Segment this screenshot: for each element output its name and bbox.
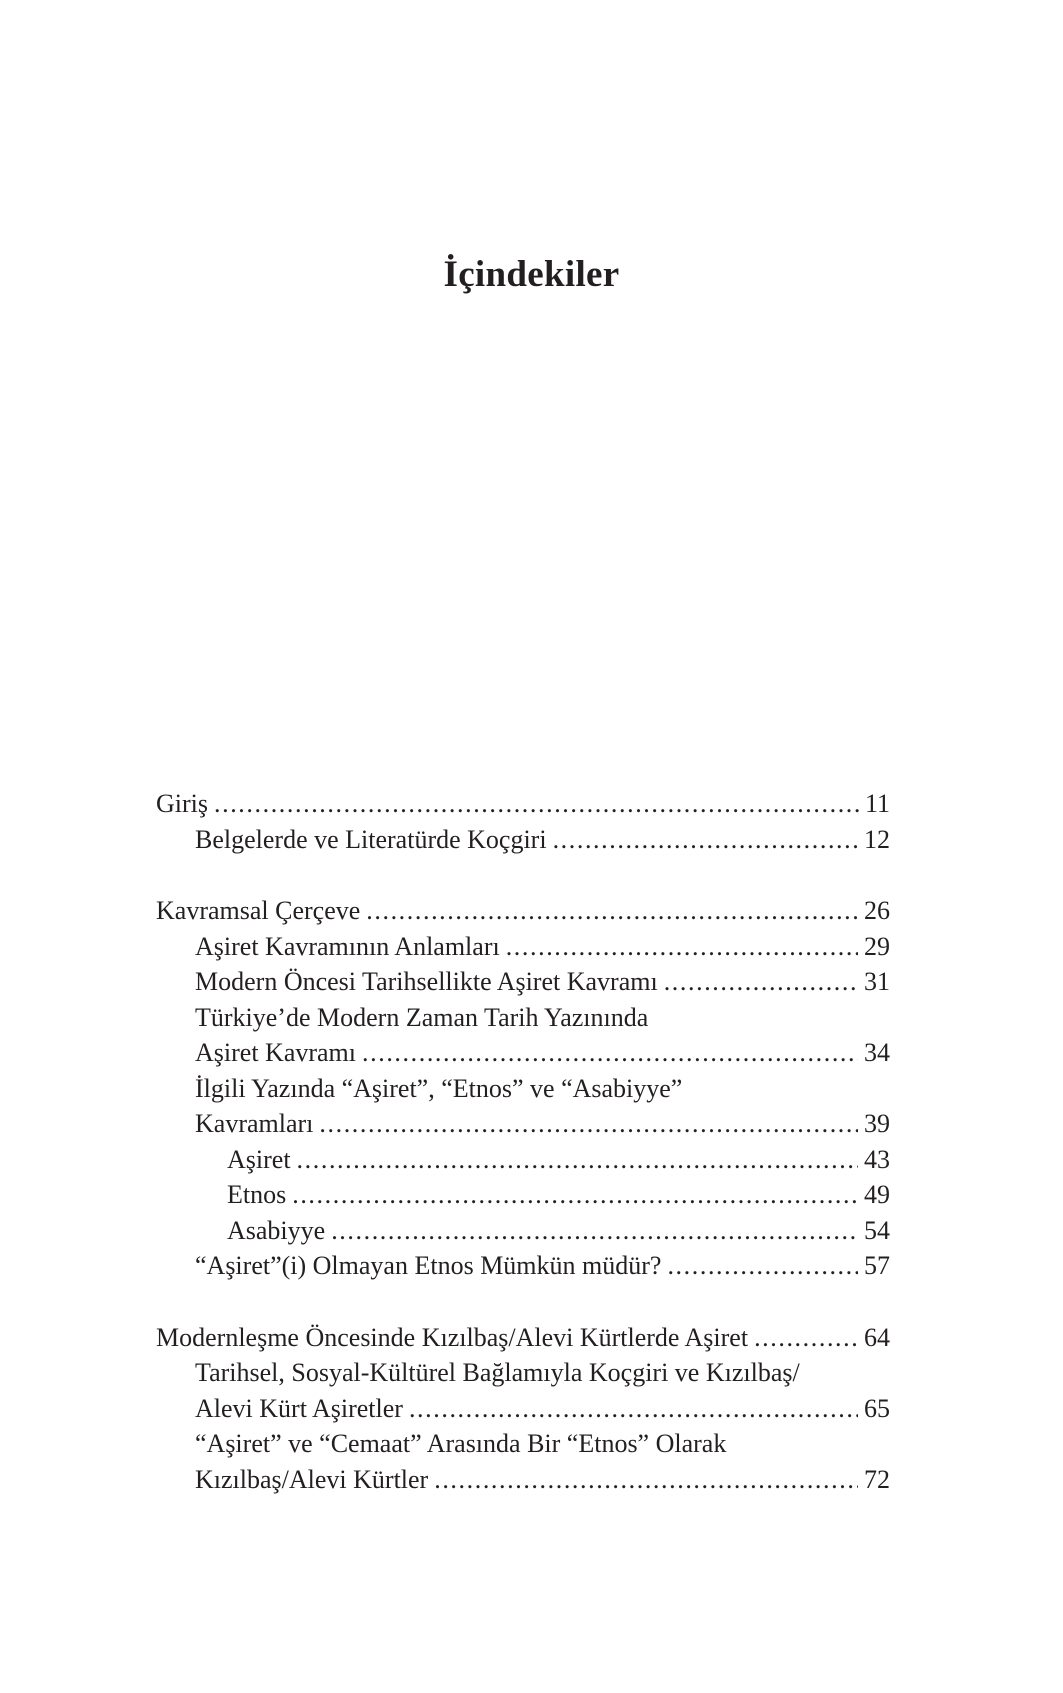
- toc-entry-title: Kızılbaş/Alevi Kürtler: [195, 1464, 429, 1494]
- toc-section: [156, 893, 890, 1284]
- toc-entry-title: Belgelerde ve Literatürde Koçgiri: [195, 824, 547, 854]
- toc-section: [156, 786, 890, 857]
- toc-entry[interactable]: [156, 1213, 890, 1249]
- toc-page-number: 34: [864, 1038, 890, 1067]
- toc-entry-title: Modern Öncesi Tarihsellikte Aşiret Kavramı: [195, 967, 658, 996]
- table-of-contents: [156, 786, 890, 1533]
- toc-entry[interactable]: [156, 786, 890, 822]
- dot-leader: [319, 1106, 858, 1142]
- dot-leader: [664, 964, 858, 1000]
- toc-entry-title: “Aşiret” ve “Cemaat” Arasında Bir “Etnos” Olarak: [195, 1429, 727, 1458]
- toc-entry[interactable]: [156, 1035, 890, 1071]
- toc-page-number: 39: [864, 1109, 890, 1138]
- dot-leader: [292, 1177, 858, 1213]
- toc-entry[interactable]: [156, 822, 890, 858]
- dot-leader: [366, 893, 858, 929]
- dot-leader: [362, 1035, 858, 1071]
- toc-entry[interactable]: [156, 1320, 890, 1356]
- toc-page-number: 43: [864, 1144, 890, 1174]
- toc-entry[interactable]: [156, 1391, 890, 1427]
- toc-entry-title: Tarihsel, Sosyal-Kültürel Bağlamıyla Koçgiri ve Kızılbaş/: [195, 1358, 800, 1387]
- toc-entry-title: Etnos: [227, 1180, 287, 1209]
- toc-entry[interactable]: [156, 1248, 890, 1284]
- toc-entry[interactable]: [156, 1426, 890, 1462]
- dot-leader: [506, 929, 858, 965]
- toc-entry-title: Aşiret Kavramının Anlamları: [195, 931, 500, 961]
- toc-page-number: 29: [864, 931, 890, 961]
- toc-page-number: 72: [864, 1464, 890, 1494]
- dot-leader: [553, 822, 858, 858]
- dot-leader: [754, 1320, 858, 1356]
- toc-entry-title: Aşiret Kavramı: [195, 1038, 357, 1067]
- toc-entry[interactable]: [156, 1000, 890, 1036]
- page-title: İçindekiler: [443, 253, 620, 295]
- toc-page-number: 11: [864, 789, 890, 818]
- toc-entry-title: “Aşiret”(i) Olmayan Etnos Mümkün müdür?: [195, 1251, 662, 1280]
- toc-entry-title: Modernleşme Öncesinde Kızılbaş/Alevi Kürtlerde Aşiret: [156, 1322, 749, 1352]
- toc-page-number: 54: [864, 1215, 890, 1245]
- dot-leader: [434, 1462, 858, 1498]
- toc-entry[interactable]: [156, 929, 890, 965]
- toc-entry[interactable]: [156, 893, 890, 929]
- toc-entry-title: Kavramsal Çerçeve: [156, 896, 361, 925]
- toc-entry[interactable]: [156, 964, 890, 1000]
- toc-entry-title: Kavramları: [195, 1109, 314, 1138]
- toc-page-number: 12: [864, 824, 890, 854]
- toc-page-number: 26: [864, 896, 890, 925]
- toc-entry-title: Aşiret: [227, 1144, 291, 1174]
- toc-entry[interactable]: [156, 1142, 890, 1178]
- toc-entry-title: Alevi Kürt Aşiretler: [195, 1393, 403, 1423]
- toc-entry[interactable]: [156, 1462, 890, 1498]
- toc-entry[interactable]: [156, 1355, 890, 1391]
- toc-entry[interactable]: [156, 1106, 890, 1142]
- dot-leader: [331, 1213, 858, 1249]
- dot-leader: [667, 1248, 858, 1284]
- dot-leader: [214, 786, 859, 822]
- toc-entry-title: Türkiye’de Modern Zaman Tarih Yazınında: [195, 1002, 649, 1032]
- toc-entry[interactable]: [156, 1071, 890, 1107]
- toc-page-number: 49: [864, 1180, 890, 1209]
- toc-page-number: 31: [864, 967, 890, 996]
- toc-entry[interactable]: [156, 1177, 890, 1213]
- toc-entry-title: Giriş: [156, 789, 208, 818]
- toc-entry-title: İlgili Yazında “Aşiret”, “Etnos” ve “Asabiyye”: [195, 1073, 683, 1103]
- toc-page-number: 64: [864, 1322, 890, 1352]
- toc-section: [156, 1320, 890, 1498]
- dot-leader: [409, 1391, 858, 1427]
- toc-page-number: 57: [864, 1251, 890, 1280]
- dot-leader: [297, 1142, 858, 1178]
- toc-page-number: 65: [864, 1393, 890, 1423]
- toc-entry-title: Asabiyye: [227, 1215, 326, 1245]
